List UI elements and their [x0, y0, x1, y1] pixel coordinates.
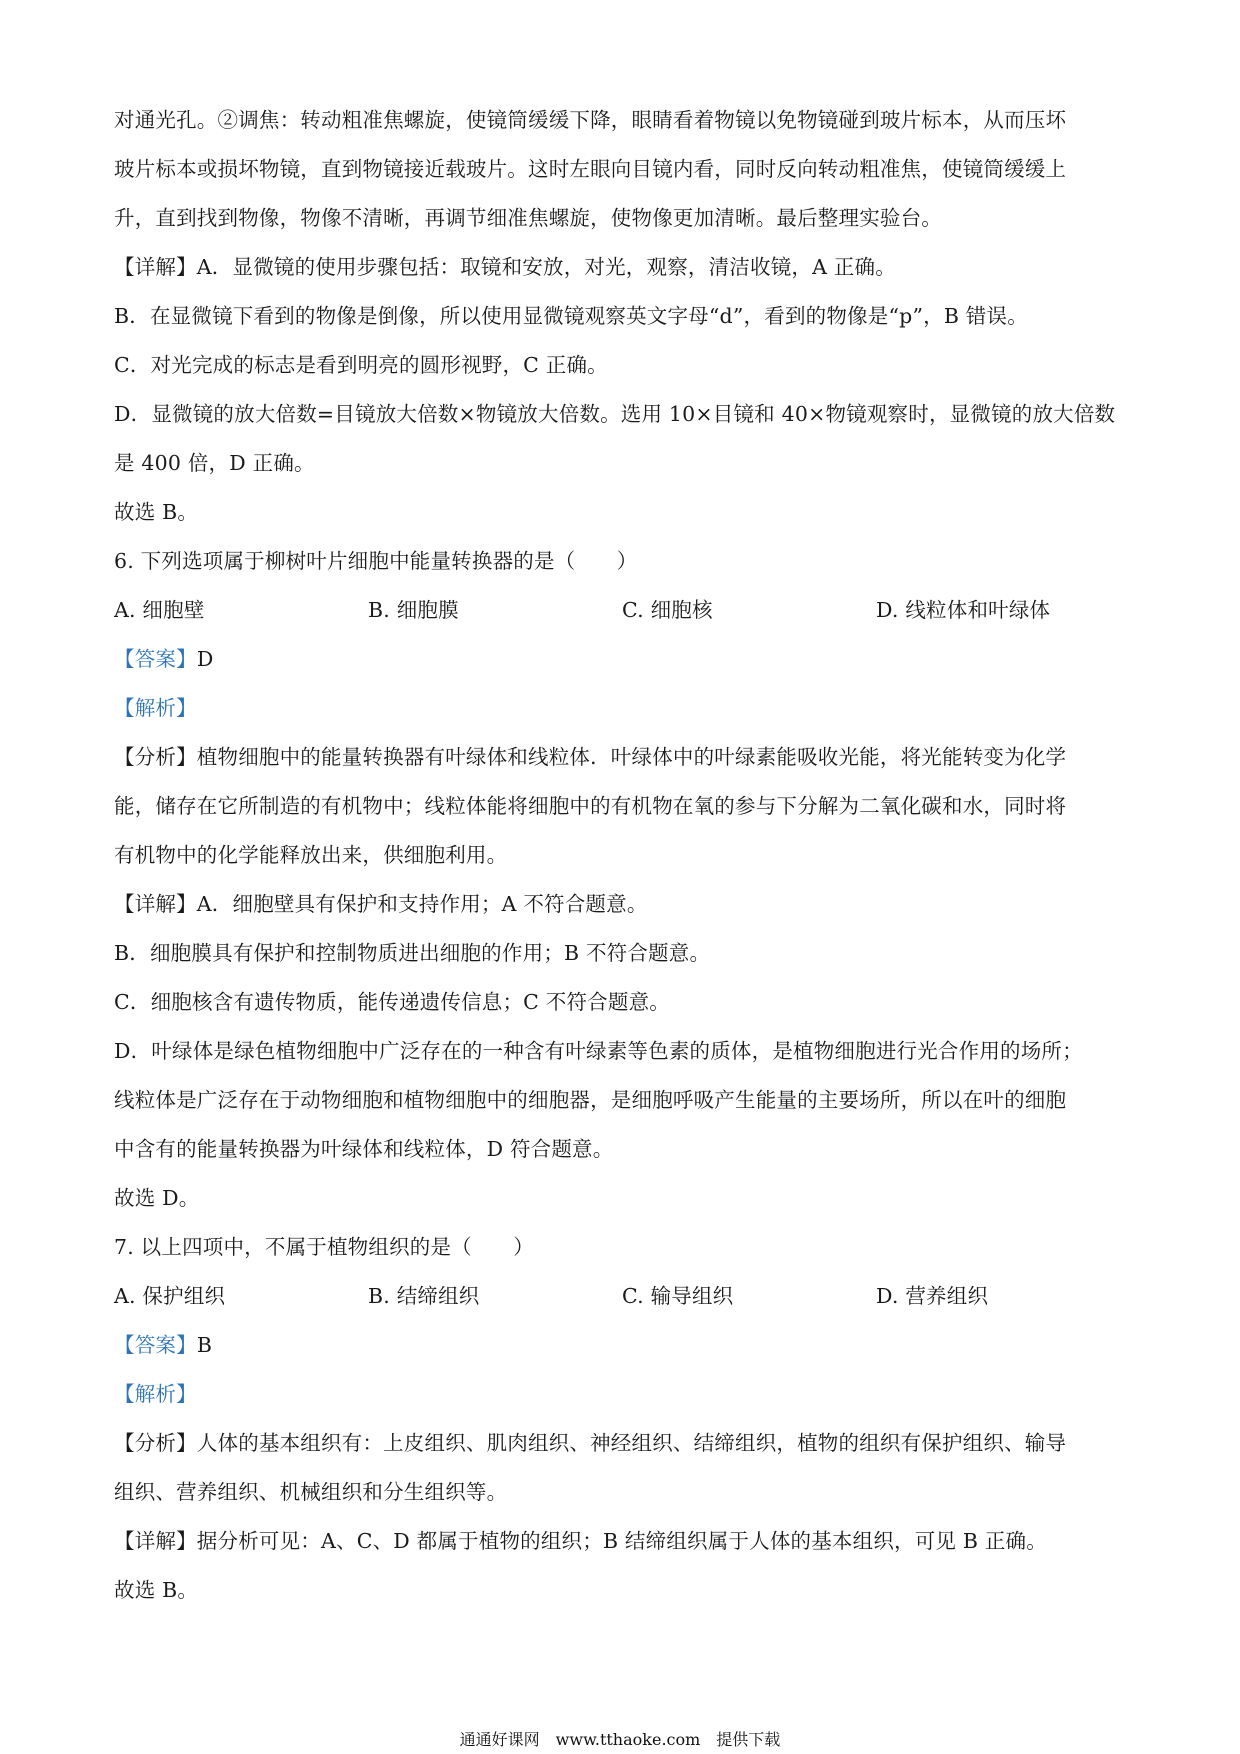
question-7: 7. 以上四项中，不属于植物组织的是（ ） — [114, 1235, 534, 1259]
option-c: C. 细胞核 — [622, 598, 713, 622]
text-line: 能，储存在它所制造的有机物中；线粒体能将细胞中的有机物在氧的参与下分解为二氧化碳和水，同时将 — [114, 794, 1067, 818]
text-line: 故选 D。 — [114, 1186, 200, 1210]
question-6: 6. 下列选项属于柳树叶片细胞中能量转换器的是（ ） — [114, 549, 638, 573]
text-line: 故选 B。 — [114, 1578, 199, 1602]
text-line: 有机物中的化学能释放出来，供细胞利用。 — [114, 843, 508, 867]
option-d: D. 营养组织 — [876, 1284, 989, 1308]
analysis-line — [114, 1370, 1134, 1419]
text-line: 【分析】人体的基本组织有：上皮组织、肌肉组织、神经组织、结缔组织，植物的组织有保护组织、输导 — [114, 1431, 1067, 1455]
text-line: 玻片标本或损坏物镜，直到物镜接近载玻片。这时左眼向目镜内看，同时反向转动粗准焦，使镜筒缓缓上 — [114, 157, 1067, 181]
analysis-tag: 【解析】 — [114, 696, 197, 720]
option-c: C. 输导组织 — [622, 1284, 734, 1308]
text-line: B．细胞膜具有保护和控制物质进出细胞的作用；B 不符合题意。 — [114, 941, 711, 965]
text-line: 【详解】A．细胞壁具有保护和支持作用；A 不符合题意。 — [114, 892, 648, 916]
text-line: D．叶绿体是绿色植物细胞中广泛存在的一种含有叶绿素等色素的质体，是植物细胞进行光合作用的场所； — [114, 1039, 1083, 1063]
text-line: 故选 B。 — [114, 500, 199, 524]
answer-tag: 【答案】 — [114, 647, 197, 671]
page-footer: 通通好课网 www.tthaoke.com 提供下载 — [459, 1730, 781, 1749]
option-a: A. 保护组织 — [114, 1284, 226, 1308]
text-line: C．细胞核含有遗传物质，能传递遗传信息；C 不符合题意。 — [114, 990, 670, 1014]
text-line: 升，直到找到物像，物像不清晰，再调节细准焦螺旋，使物像更加清晰。最后整理实验台。 — [114, 206, 942, 230]
text-line: 【详解】据分析可见：A、C、D 都属于植物的组织；B 结缔组织属于人体的基本组织，可见 B 正确。 — [114, 1529, 1047, 1553]
answer-line — [114, 1321, 1134, 1370]
answer-line — [114, 635, 1134, 684]
option-a: A. 细胞壁 — [114, 598, 205, 622]
text-line: 【分析】植物细胞中的能量转换器有叶绿体和线粒体．叶绿体中的叶绿素能吸收光能，将光能转变为化学 — [114, 745, 1067, 769]
answer-tag: 【答案】 — [114, 1333, 197, 1357]
analysis-line — [114, 684, 1134, 733]
answer-value: B — [196, 1333, 213, 1357]
option-d: D. 线粒体和叶绿体 — [876, 598, 1051, 622]
text-line: 线粒体是广泛存在于动物细胞和植物细胞中的细胞器，是细胞呼吸产生能量的主要场所，所以在叶的细胞 — [114, 1088, 1067, 1112]
text-line: 是 400 倍，D 正确。 — [114, 451, 315, 475]
text-line: 对通光孔。②调焦：转动粗准焦螺旋，使镜筒缓缓下降，眼睛看着物镜以免物镜碰到玻片标本，从而压坏 — [114, 108, 1067, 132]
question-6-options — [114, 586, 1134, 635]
text-line: B．在显微镜下看到的物像是倒像，所以使用显微镜观察英文字母“d”，看到的物像是“p”，B 错误。 — [114, 304, 1028, 328]
option-b: B. 细胞膜 — [368, 598, 459, 622]
document-page — [114, 96, 1134, 1615]
text-line: D．显微镜的放大倍数=目镜放大倍数×物镜放大倍数。选用 10×目镜和 40×物镜观察时，显微镜的放大倍数 — [114, 402, 1116, 426]
text-line: 组织、营养组织、机械组织和分生组织等。 — [114, 1480, 508, 1504]
text-line: 【详解】A．显微镜的使用步骤包括：取镜和安放，对光，观察，清洁收镜，A 正确。 — [114, 255, 896, 279]
question-7-options — [114, 1272, 1134, 1321]
text-line: 中含有的能量转换器为叶绿体和线粒体，D 符合题意。 — [114, 1137, 614, 1161]
text-line: C．对光完成的标志是看到明亮的圆形视野，C 正确。 — [114, 353, 608, 377]
option-b: B. 结缔组织 — [368, 1284, 480, 1308]
answer-value: D — [196, 647, 214, 671]
analysis-tag: 【解析】 — [114, 1382, 197, 1406]
